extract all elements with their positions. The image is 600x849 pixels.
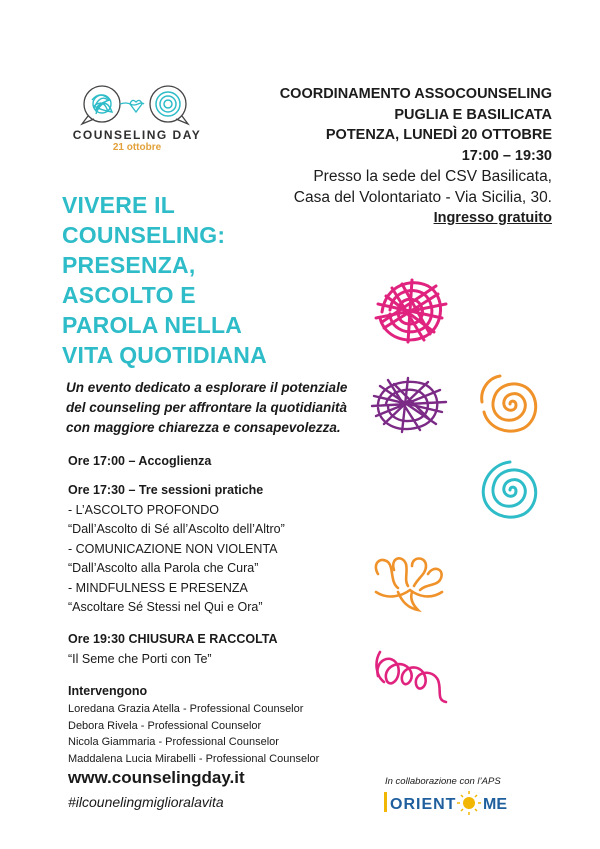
headline-line: VITA QUOTIDIANA — [62, 342, 267, 368]
intro-line: Un evento dedicato a esplorare il potenziale — [66, 380, 348, 395]
event-time: 17:00 – 19:30 — [461, 147, 552, 164]
program-closing — [68, 630, 368, 669]
hashtag: #ilcounelingmiglioralavita — [68, 794, 224, 810]
logo-title: COUNSELING DAY — [72, 128, 202, 142]
orange-flower — [368, 552, 450, 614]
partner-logo — [384, 789, 514, 815]
magenta-scribble — [372, 274, 452, 348]
headline-line: PAROLA NELLA — [62, 312, 242, 338]
organizer-line-2: PUGLIA E BASILICATA — [394, 106, 552, 123]
counseling-day-logo — [70, 82, 200, 128]
sessions-title: Ore 17:30 – Tre sessioni pratiche — [68, 483, 264, 497]
orange-spiral — [470, 370, 550, 438]
speakers-title: Intervengono — [68, 684, 148, 698]
headline-line: VIVERE IL — [62, 192, 175, 218]
program-welcome — [68, 452, 368, 472]
magenta-loops — [372, 646, 452, 708]
venue-line-1: Presso la sede del CSV Basilicata, — [313, 168, 552, 185]
venue-line-2: Casa del Volontariato - Via Sicilia, 30. — [293, 189, 552, 206]
closing-title: Ore 19:30 CHIUSURA E RACCOLTA — [68, 632, 278, 646]
event-date: POTENZA, LUNEDÌ 20 OTTOBRE — [325, 127, 552, 143]
speaker: Debora Rivela - Professional Counselor — [68, 719, 262, 732]
speaker: Maddalena Lucia Mirabelli - Professional Counselor — [68, 752, 320, 765]
headline — [62, 190, 342, 370]
organizer-line-1: COORDINAMENTO ASSOCOUNSELING — [279, 86, 552, 102]
session-line: “Dall’Ascolto di Sé all’Ascolto dell’Altro” — [68, 522, 285, 536]
headline-line: ASCOLTO E — [62, 282, 196, 308]
session-line: “Dall’Ascolto alla Parola che Cura” — [68, 561, 259, 575]
intro-text — [66, 378, 396, 438]
session-line: - MINDFULNESS E PRESENZA — [68, 580, 248, 595]
website-link[interactable]: www.counselingday.it — [68, 768, 245, 787]
teal-spiral — [470, 456, 550, 524]
logo-date: 21 ottobre — [112, 142, 162, 153]
purple-scribble — [370, 374, 448, 434]
intro-line: del counseling per affrontare la quotidianità — [66, 400, 348, 415]
speaker: Loredana Grazia Atella - Professional Counselor — [68, 703, 304, 715]
program-sessions — [68, 481, 368, 618]
welcome-time: Ore 17:00 – Accoglienza — [68, 454, 212, 468]
speakers — [68, 682, 388, 767]
free-entry: Ingresso gratuito — [433, 210, 552, 226]
closing-quote: “Il Seme che Porti con Te” — [68, 651, 212, 666]
session-line: - COMUNICAZIONE NON VIOLENTA — [68, 541, 278, 556]
partner-name-left: ORIENT — [390, 796, 457, 813]
session-line: - L’ASCOLTO PROFONDO — [68, 502, 219, 517]
intro-line: con maggiore chiarezza e consapevolezza. — [66, 420, 341, 435]
partner-name-right: ME — [483, 796, 507, 813]
headline-line: PRESENZA, — [62, 252, 196, 278]
headline-line: COUNSELING: — [62, 222, 226, 248]
collaboration-text: In collaborazione con l’APS — [385, 776, 501, 787]
speaker: Nicola Giammaria - Professional Counselor — [68, 736, 279, 748]
session-line: “Ascoltare Sé Stessi nel Qui e Ora” — [68, 600, 263, 614]
sun-icon — [457, 791, 481, 815]
